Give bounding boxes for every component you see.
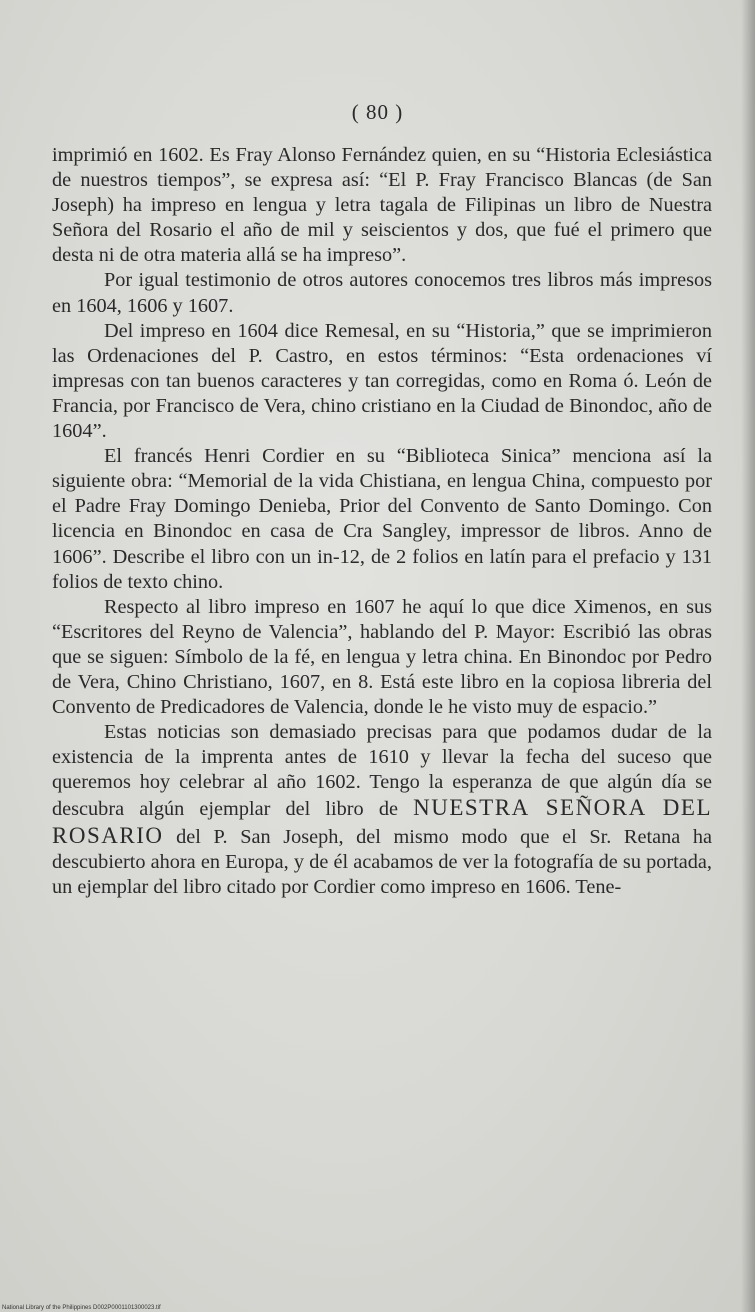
scan-footer-caption: National Library of the Philippines D002P0001101300023.tif: [2, 1305, 161, 1311]
paragraph-6-start: Estas noticias son demasiado precisas para que podamos dudar de la existencia de la imprenta antes de 1610 y llevar la fecha del suceso que queremos hoy celebrar al año 1602. Tengo la esperanza de que algún día se descubra algún ejemplar del libro de: [52, 721, 712, 821]
paragraph-6-end: del P. San Joseph, del mismo modo que el Sr. Retana ha descubierto ahora en Europa, y de él acabamos de ver la fotografía de su portada, un ejemplar del libro citado por Cordier como impreso en 1606. Tene-: [52, 825, 712, 898]
paragraph-5: Respecto al libro impreso en 1607 he aquí lo que dice Ximenos, en sus “Escritores del Reyno de Valencia”, hablando del P. Mayor: Escribió las obras que se siguen: Símbolo de la fé, en lengua y letra china. En Binondoc por Pedro de Vera, Chino Christiano, 1607, en 8. Está este libro en la copiosa libreria del Convento de Predicadores de Valencia, donde le he visto muy de espacio.”: [52, 595, 712, 719]
paragraph-3: Del impreso en 1604 dice Remesal, en su “Historia,” que se imprimieron las Ordenaciones del P. Castro, en estos términos: “Esta ordenaciones ví impresas con tan buenos caracteres y tan corregidas, como en Roma ó. León de Francia, por Francisco de Vera, chino cristiano en la Ciudad de Binondoc, año de 1604”.: [52, 319, 712, 443]
paragraph-1: imprimió en 1602. Es Fray Alonso Fernández quien, en su “Historia Eclesiástica de nuestros tiempos”, se expresa así: “El P. Fray Francisco Blancas (de San Joseph) ha impreso en lengua y letra tagala de Filipinas un libro de Nuestra Señora del Rosario el año de mil y seiscientos y dos, que fué el primero que desta ni de otra materia allá se ha impreso”.: [52, 144, 712, 267]
paragraph-2: Por igual testimonio de otros autores conocemos tres libros más impresos en 1604, 1606 y 1607.: [52, 269, 712, 317]
paragraph-6: [52, 720, 712, 900]
book-title-caps: NUESTRA SEÑORA DEL ROSARIO: [52, 795, 712, 848]
page-edge-shadow: [741, 0, 755, 1312]
body-text: [52, 143, 712, 900]
paragraph-4: El francés Henri Cordier en su “Biblioteca Sinica” menciona así la siguiente obra: “Memorial de la vida Chistiana, en lengua China, compuesto por el Padre Fray Domingo Denieba, Prior del Convento de Santo Domingo. Con licencia en Binondoc en casa de Cra Sangley, impressor de libros. Anno de 1606”. Describe el libro con un in-12, de 2 folios en latín para el prefacio y 131 folios de texto chino.: [52, 445, 712, 593]
page-number: ( 80 ): [351, 100, 404, 124]
